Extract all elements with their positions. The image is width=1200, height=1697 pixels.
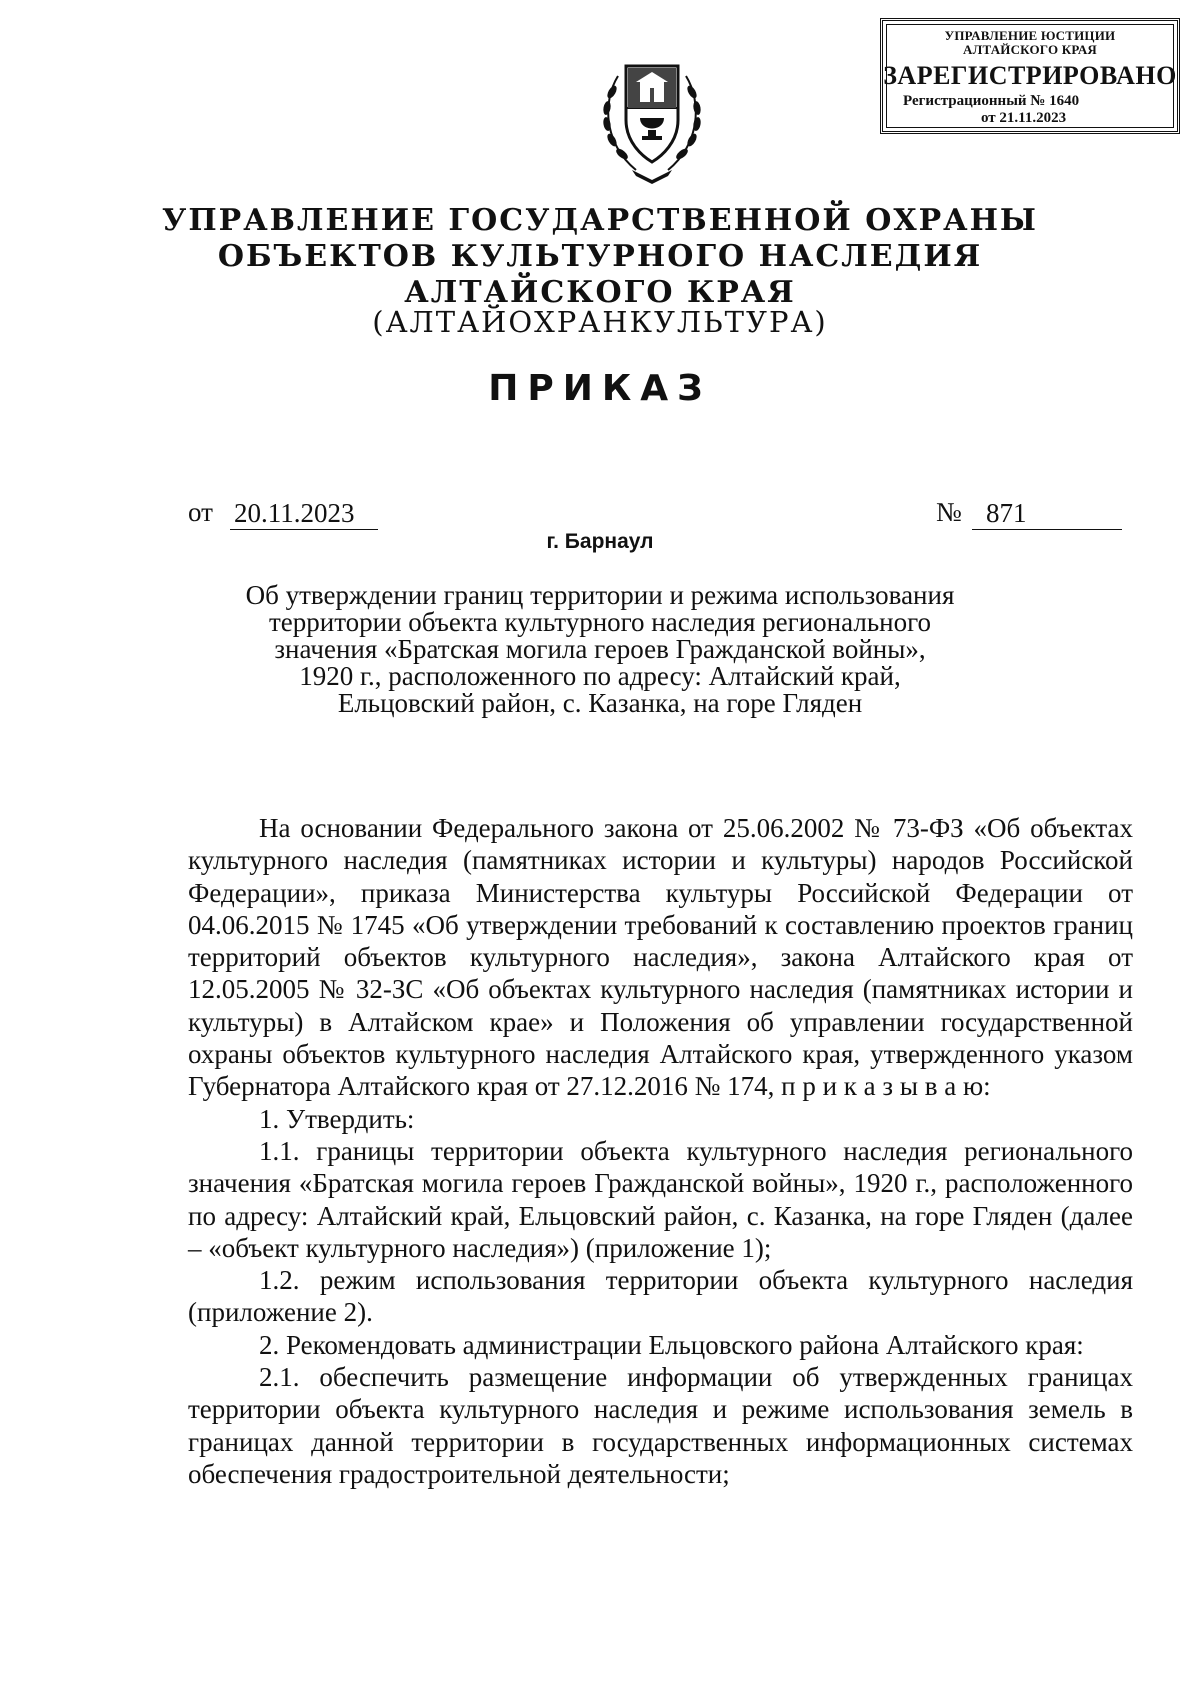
stamp-reg-date: от 21.11.2023: [981, 110, 1067, 126]
item-2: 2. Рекомендовать администрации Ельцовского района Алтайского края:: [259, 1329, 1084, 1360]
city: г. Барнаул: [546, 530, 654, 553]
stamp-line-1: УПРАВЛЕНИЕ ЮСТИЦИИ: [944, 28, 1116, 43]
subject-line-4: 1920 г., расположенного по адресу: Алтайский край,: [299, 661, 901, 691]
coat-of-arms-icon: [596, 52, 708, 184]
org-line-1: УПРАВЛЕНИЕ ГОСУДАРСТВЕННОЙ ОХРАНЫ: [162, 203, 1038, 238]
subject-line-1: Об утверждении границ территории и режима использования: [245, 580, 955, 610]
org-line-2: ОБЪЕКТОВ КУЛЬТУРНОГО НАСЛЕДИЯ: [217, 239, 983, 274]
document-subject: [220, 582, 980, 717]
stamp-reg-number: Регистрационный № 1640: [903, 93, 1080, 109]
order-word: п р и к а з ы в а ю:: [781, 1071, 991, 1102]
subject-line-3: значения «Братская могила героев Гражданской войны»,: [274, 634, 926, 664]
item-1-1: 1.1. границы территории объекта культурного наследия регионального значения «Братская могила героев Гражданской войны», 1920 г., расположенного по адресу: Алтайский край, Ельцовский район, с. Казанка, на горе Гляден (далее – «объект культурного наследия») (приложение 1);: [188, 1135, 1133, 1263]
preamble-paragraph: [188, 812, 1133, 1103]
date-label: от: [188, 497, 213, 527]
document-date: 20.11.2023: [230, 497, 378, 530]
organization-abbreviation: (АЛТАЙОХРАНКУЛЬТУРА): [372, 305, 828, 339]
subject-line-2: территории объекта культурного наследия регионального: [268, 607, 931, 637]
document-number: 871: [972, 497, 1122, 530]
item-1: 1. Утвердить:: [259, 1103, 415, 1134]
preamble-text: На основании Федерального закона от 25.06.2002 № 73-ФЗ «Об объектах культурного наследия (памятниках истории и культуры) народов Российской Федерации», приказа Министерства культуры Российской Федерации от 04.06.2015 № 1745 «Об утверждении требований к составлению проектов границ территорий объектов культурного наследия», закона Алтайского края от 12.05.2005 № 32-ЗС «Об объектах культурного наследия (памятниках истории и культуры) в Алтайском крае» и Положения об управлении государственной охраны объектов культурного наследия Алтайского края, утвержденного указом Губернатора Алтайского края от 27.12.2016 № 174,: [188, 813, 1133, 1102]
organization-name: [0, 203, 1200, 311]
document-type: ПРИКАЗ: [488, 368, 712, 409]
item-2-1: 2.1. обеспечить размещение информации об утвержденных границах территории объекта культурного наследия и режиме использования земель в границах данной территории в государственных информационных системах обеспечения градостроительной деятельности;: [188, 1362, 1133, 1489]
registration-stamp: [880, 18, 1180, 134]
stamp-status: ЗАРЕГИСТРИРОВАНО: [883, 61, 1177, 90]
org-line-3: АЛТАЙСКОГО КРАЯ: [404, 275, 796, 310]
number-label: №: [936, 497, 962, 527]
subject-line-5: Ельцовский район, с. Казанка, на горе Гляден: [337, 688, 863, 718]
item-1-2: 1.2. режим использования территории объекта культурного наследия (приложение 2).: [188, 1265, 1133, 1328]
document-body: [188, 812, 1133, 1490]
stamp-line-2: АЛТАЙСКОГО КРАЯ: [963, 42, 1097, 57]
